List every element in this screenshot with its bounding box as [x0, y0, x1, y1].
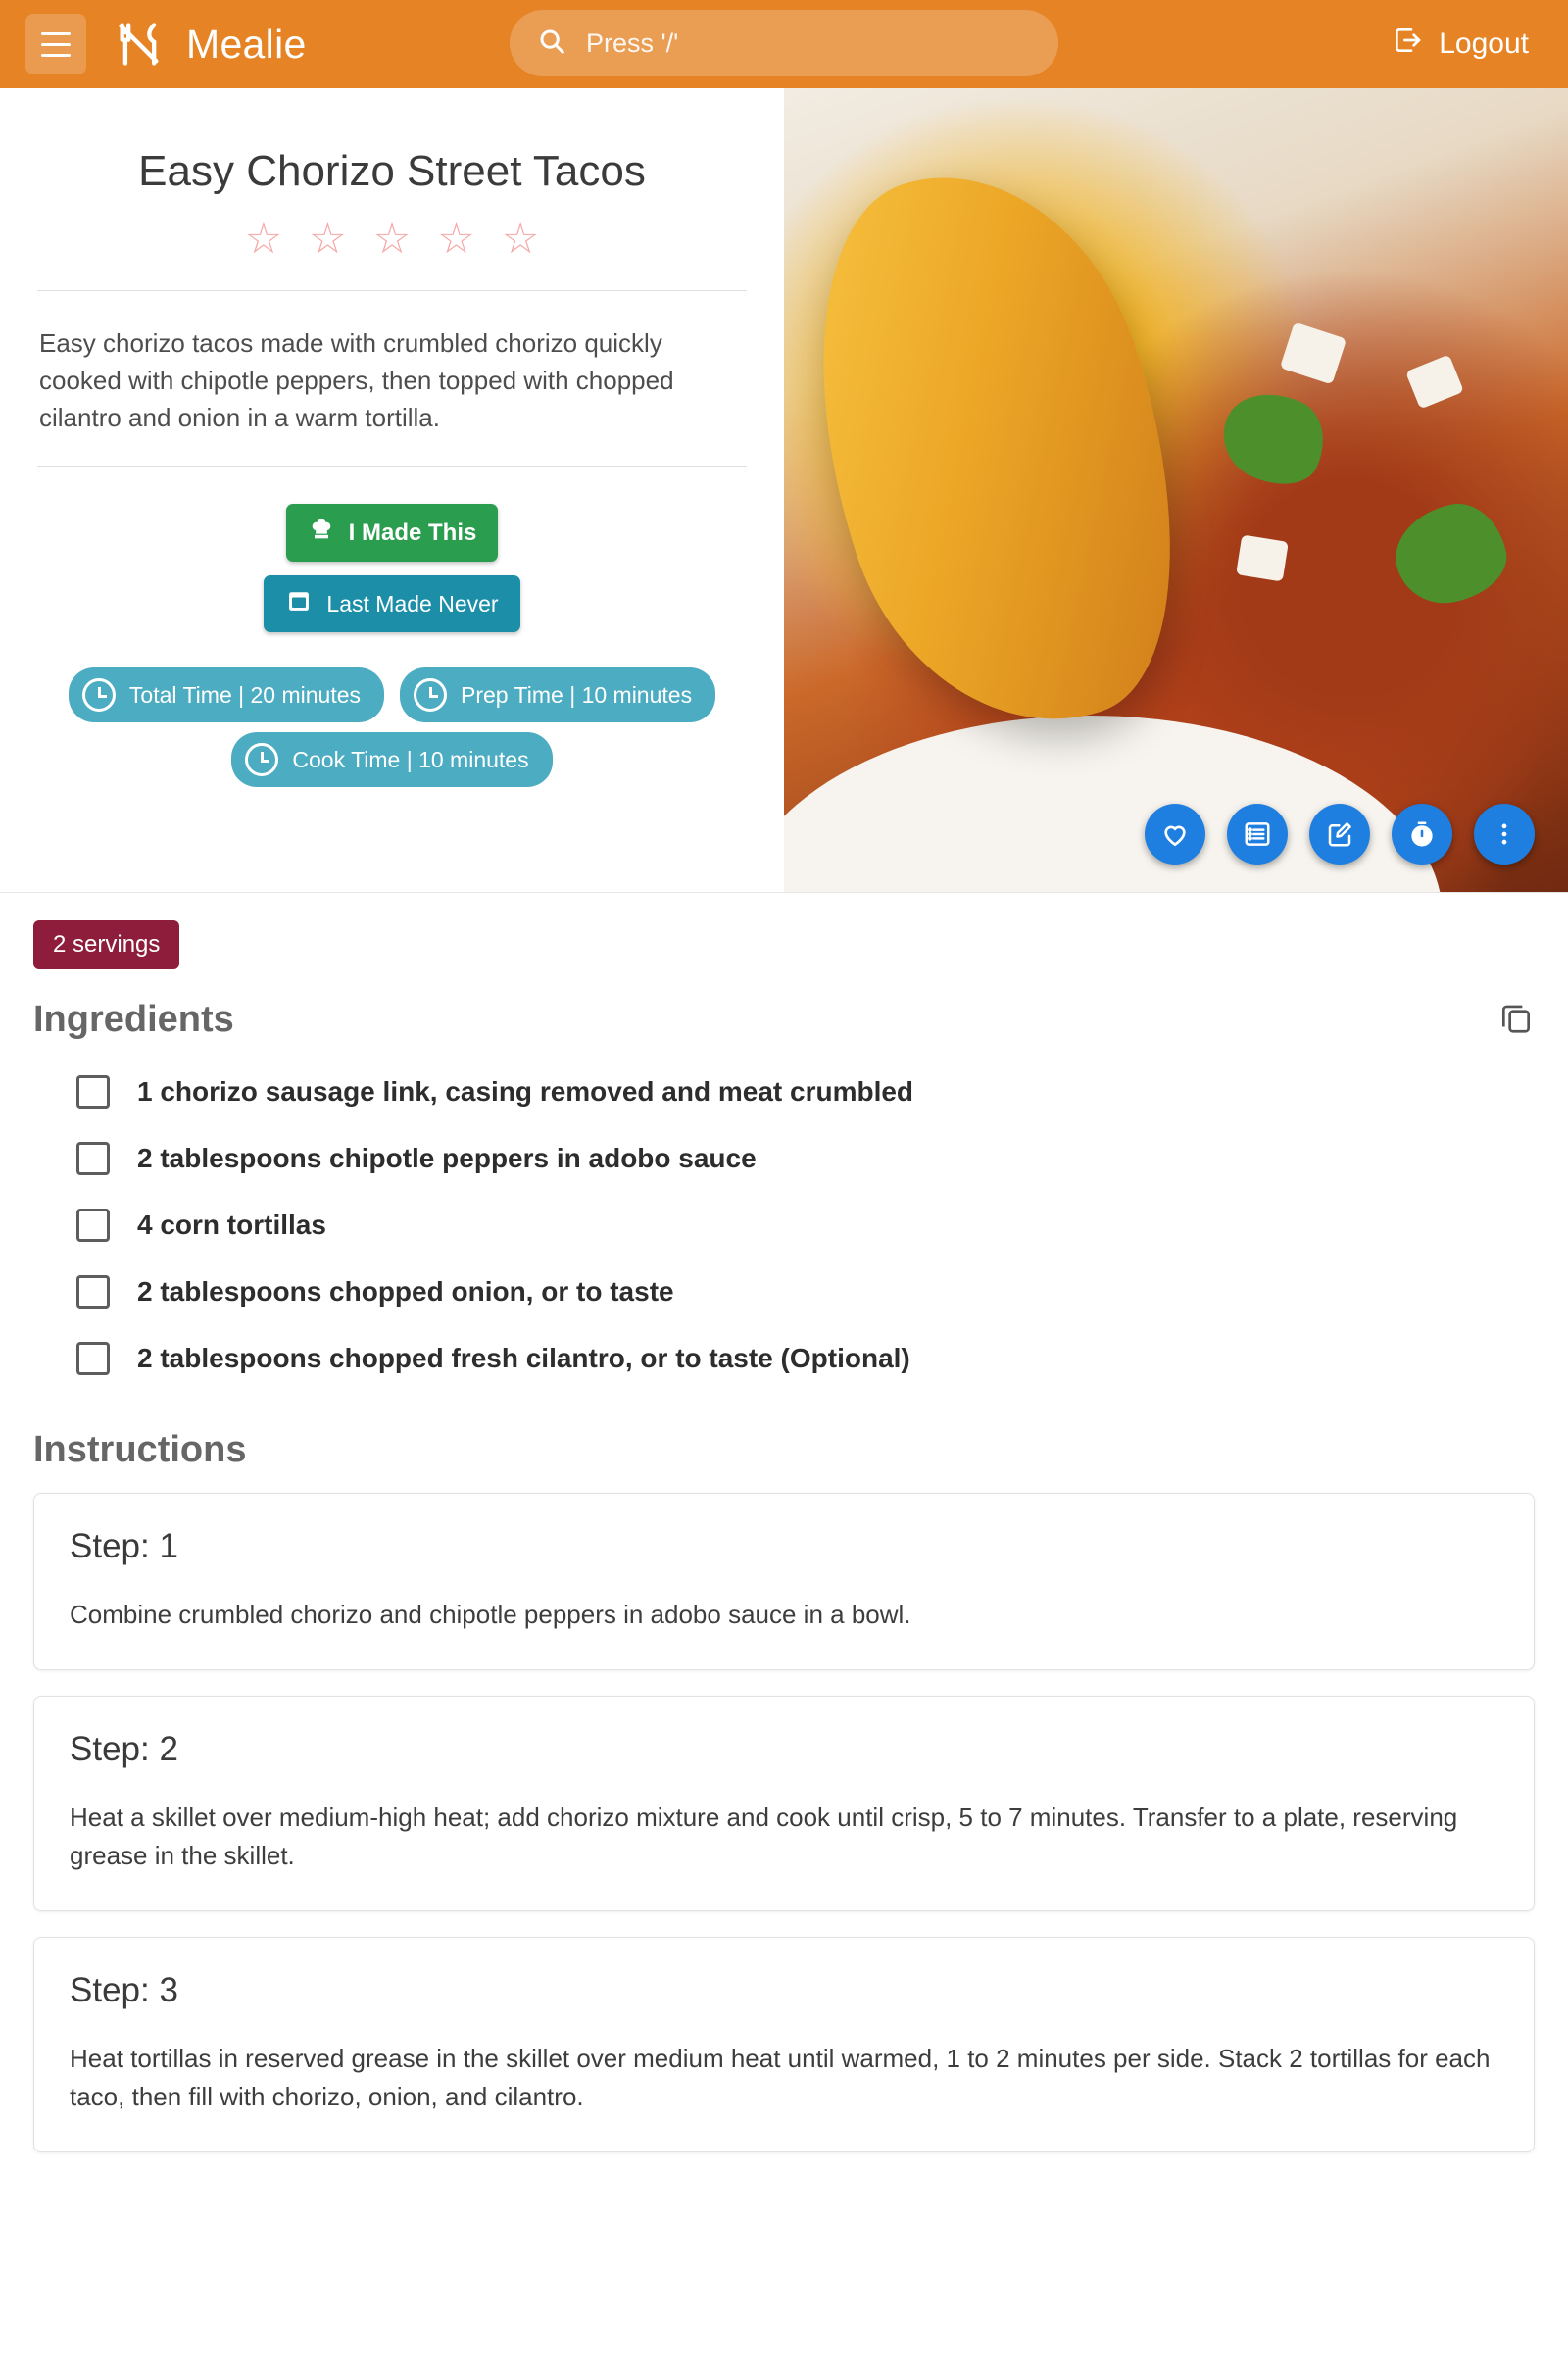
cilantro-shape [1209, 376, 1339, 500]
logout-label: Logout [1439, 27, 1529, 60]
last-made-button[interactable] [264, 575, 519, 632]
prep-time-label: Prep Time | 10 minutes [461, 681, 693, 708]
app-bar [0, 0, 1568, 88]
brand-name: Mealie [186, 21, 307, 67]
recipe-photo [784, 88, 1568, 892]
hamburger-menu-icon[interactable] [25, 14, 86, 74]
search-box[interactable] [510, 10, 1058, 76]
search-input[interactable] [584, 27, 1031, 60]
instructions-heading: Instructions [33, 1429, 247, 1470]
ingredients-header [0, 969, 1568, 1047]
onion-shape [1405, 354, 1464, 409]
timer-button[interactable] [1392, 804, 1452, 865]
clock-icon [414, 678, 447, 712]
recipe-hero [0, 88, 1568, 893]
ingredient-checkbox[interactable] [76, 1275, 110, 1309]
recipe-description: Easy chorizo tacos made with crumbled chorizo quickly cooked with chipotle peppers, then topped with chopped cilantro and onion in a warm tortilla. [39, 327, 674, 433]
servings-badge[interactable]: 2 servings [33, 920, 179, 969]
cook-time-label: Cook Time | 10 minutes [292, 746, 529, 772]
total-time-label: Total Time | 20 minutes [128, 681, 361, 708]
star-4[interactable]: ☆ [437, 215, 475, 263]
dots-vertical-icon [1490, 819, 1519, 849]
servings-row [0, 893, 1568, 969]
edit-button[interactable] [1309, 804, 1370, 865]
fork-knife-logo-icon [114, 19, 165, 70]
step-text: Heat a skillet over medium-high heat; add chorizo mixture and cook until crisp, 5 to 7 minutes. Transfer to a plate, reserving grease in the skillet. [70, 1803, 1458, 1870]
time-chips [33, 632, 751, 732]
clock-icon [245, 743, 278, 776]
star-2[interactable]: ☆ [309, 215, 347, 263]
step-title: Step: 1 [70, 1527, 178, 1565]
last-made-label: Last Made Never [326, 590, 499, 617]
list-item[interactable] [33, 1259, 1535, 1325]
ingredient-checkbox[interactable] [76, 1209, 110, 1242]
recipe-summary [0, 88, 784, 892]
total-time-chip [69, 667, 384, 722]
more-options-button[interactable] [1474, 804, 1535, 865]
clock-icon [82, 678, 116, 712]
i-made-this-label: I Made This [348, 519, 477, 546]
rating-stars[interactable] [33, 215, 751, 263]
ingredient-checkbox[interactable] [76, 1142, 110, 1175]
step-title: Step: 2 [70, 1730, 178, 1768]
tortilla-shape [784, 131, 1239, 768]
instruction-step[interactable] [33, 1696, 1535, 1911]
cook-time-chip [231, 732, 552, 787]
list-icon [1243, 819, 1272, 849]
recipe-image [784, 88, 1568, 892]
ingredient-label: 4 corn tortillas [137, 1210, 326, 1240]
list-item[interactable] [33, 1125, 1535, 1192]
instruction-step[interactable] [33, 1937, 1535, 2152]
onion-shape [1280, 322, 1347, 385]
step-text: Heat tortillas in reserved grease in the skillet over medium heat until warmed, 1 to 2 minutes per side. Stack 2 tortillas for each taco, then fill with chorizo, onion, and cilantro. [70, 2044, 1491, 2111]
heart-icon [1159, 818, 1191, 850]
ingredient-label: 2 tablespoons chopped fresh cilantro, or to taste (Optional) [137, 1343, 910, 1373]
ingredient-checkbox[interactable] [76, 1075, 110, 1109]
ingredient-label: 2 tablespoons chipotle peppers in adobo sauce [137, 1143, 757, 1173]
list-item[interactable] [33, 1192, 1535, 1259]
step-title: Step: 3 [70, 1971, 178, 2009]
pencil-square-icon [1325, 819, 1354, 849]
logout-icon [1392, 25, 1423, 64]
step-text: Combine crumbled chorizo and chipotle peppers in adobo sauce in a bowl. [70, 1600, 911, 1629]
onion-shape [1236, 535, 1289, 582]
favorite-button[interactable] [1145, 804, 1205, 865]
ingredient-label: 1 chorizo sausage link, casing removed and meat crumbled [137, 1076, 914, 1107]
recipe-floating-actions [1145, 804, 1535, 865]
instructions-list [0, 1477, 1568, 2217]
copy-icon[interactable] [1497, 999, 1535, 1041]
instructions-header [0, 1400, 1568, 1477]
logout-button[interactable] [1392, 25, 1543, 64]
chef-hat-icon [308, 516, 335, 550]
calendar-icon [285, 587, 313, 620]
page-title: Easy Chorizo Street Tacos [138, 147, 646, 195]
timer-icon [1407, 819, 1437, 849]
shopping-list-button[interactable] [1227, 804, 1288, 865]
list-item[interactable] [33, 1325, 1535, 1392]
search-icon [537, 26, 566, 61]
star-5[interactable]: ☆ [501, 215, 540, 263]
instruction-step[interactable] [33, 1493, 1535, 1670]
cilantro-shape [1387, 496, 1514, 614]
star-1[interactable]: ☆ [244, 215, 283, 263]
ingredients-list [0, 1047, 1568, 1400]
brand[interactable] [114, 19, 307, 70]
ingredient-label: 2 tablespoons chopped onion, or to taste [137, 1276, 674, 1307]
time-chips-row2 [33, 732, 751, 797]
prep-time-chip [400, 667, 715, 722]
recipe-action-buttons [33, 467, 751, 632]
ingredients-heading: Ingredients [33, 999, 234, 1040]
ingredient-checkbox[interactable] [76, 1342, 110, 1375]
star-3[interactable]: ☆ [372, 215, 412, 263]
list-item[interactable] [33, 1059, 1535, 1125]
i-made-this-button[interactable] [286, 504, 499, 562]
